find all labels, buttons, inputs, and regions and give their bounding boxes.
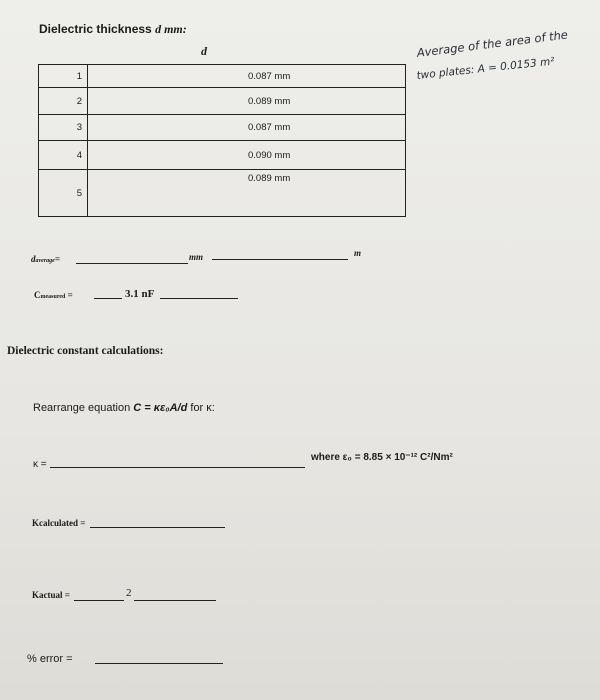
d-average-label: daverage= xyxy=(31,254,60,264)
d-average-unit-mm: mm xyxy=(189,252,204,262)
handwritten-note-line1: Average of the area of the xyxy=(416,27,569,60)
c-measured-blank-left xyxy=(94,298,122,299)
section-heading: Dielectric constant calculations: xyxy=(7,345,164,357)
k-calculated-label: Kcalculated = xyxy=(32,518,86,528)
trial-number: 5 xyxy=(39,170,88,217)
handwritten-note-line2: two plates: A = 0.0153 m² xyxy=(416,55,556,82)
trial-number: 1 xyxy=(39,65,88,88)
table-row xyxy=(39,115,406,141)
trial-number: 2 xyxy=(39,88,88,115)
thickness-value: 0.089 mm xyxy=(88,170,406,217)
percent-error-blank xyxy=(95,663,223,664)
column-header-d: d xyxy=(201,44,207,58)
d-average-unit-m: m xyxy=(354,248,362,258)
trial-number: 4 xyxy=(39,141,88,170)
k-calculated-blank xyxy=(90,527,225,528)
thickness-value: 0.087 mm xyxy=(88,115,406,141)
c-measured-label: Cmeasured = xyxy=(34,290,73,300)
kappa-label: κ = xyxy=(33,459,47,470)
table-row xyxy=(39,170,406,217)
c-measured-value: 3.1 nF xyxy=(125,288,155,300)
d-average-blank xyxy=(76,263,188,264)
table-row xyxy=(39,141,406,170)
percent-error-label: % error = xyxy=(27,653,73,665)
table-row xyxy=(39,65,406,88)
thickness-value: 0.089 mm xyxy=(88,88,406,115)
capacitance-equation: C = κε₀A/d xyxy=(133,402,188,414)
trial-number: 3 xyxy=(39,115,88,141)
thickness-table xyxy=(38,64,406,217)
k-actual-blank-left xyxy=(74,600,124,601)
d-average-meters-blank xyxy=(212,259,348,260)
title-variable: d mm: xyxy=(155,22,187,36)
rearrange-instruction: Rearrange equation C = κε₀A/d for κ: xyxy=(33,402,215,414)
k-actual-blank-right xyxy=(134,600,216,601)
kappa-answer-line xyxy=(50,467,305,468)
thickness-value: 0.087 mm xyxy=(88,65,406,88)
k-actual-value: 2 xyxy=(126,587,132,599)
permittivity-note: where ε₀ = 8.85 × 10⁻¹² C²/Nm² xyxy=(311,452,453,463)
c-measured-blank-right xyxy=(160,298,238,299)
thickness-value: 0.090 mm xyxy=(88,141,406,170)
k-actual-label: Kactual = xyxy=(32,590,70,600)
page-title xyxy=(39,22,187,37)
title-text: Dielectric thickness xyxy=(39,22,156,36)
table-row xyxy=(39,88,406,115)
